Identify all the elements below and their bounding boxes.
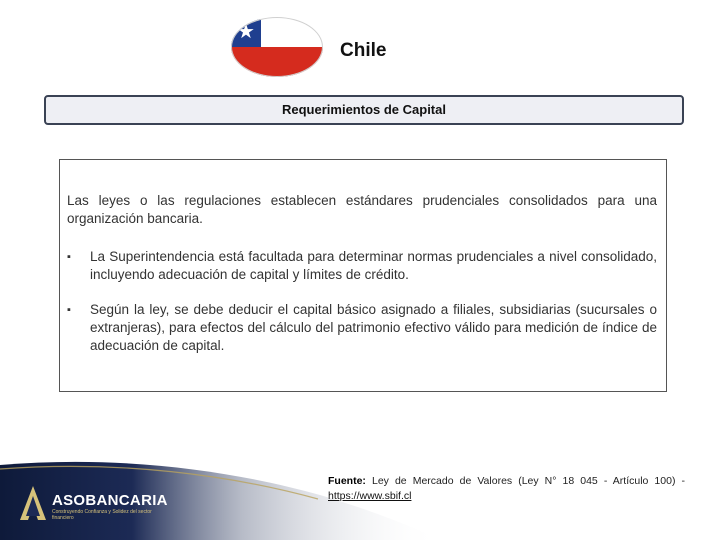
source-text: Ley de Mercado de Valores (Ley N° 18 045 - Artículo 100) - <box>371 475 685 487</box>
logo-tagline: Construyendo Confianza y Solidez del sector financiero <box>52 509 152 521</box>
bullet-list <box>67 248 657 355</box>
chile-flag-icon <box>231 17 323 77</box>
bullet-item <box>67 248 657 284</box>
logo-wordmark: ASOBANCARIA <box>52 492 168 509</box>
flag-star-icon: ★ <box>237 21 255 43</box>
intro-paragraph: Las leyes o las regulaciones establecen estándares prudenciales consolidados para una organización bancaria. <box>67 193 657 226</box>
bullet-item <box>67 301 657 355</box>
flag-red-band <box>231 47 323 77</box>
country-title: Chile <box>340 40 387 61</box>
source-citation <box>328 474 685 504</box>
bullet-icon: ▪ <box>67 304 71 316</box>
section-banner: Requerimientos de Capital <box>44 95 684 125</box>
source-label: Fuente: <box>328 475 366 487</box>
content-body <box>67 192 657 372</box>
source-link[interactable]: https://www.sbif.cl <box>328 490 412 502</box>
bullet-text: Según la ley, se debe deducir el capital básico asignado a filiales, subsidiarias (sucursales o extranjeras), para efectos del cálculo del patrimonio efectivo válido para medición de índice de adecuación de capital. <box>90 302 657 353</box>
bullet-icon: ▪ <box>67 251 71 263</box>
asobancaria-logo-icon <box>18 484 48 524</box>
bullet-text: La Superintendencia está facultada para determinar normas prudenciales a nivel consolidado, incluyendo adecuación de capital y límites de crédito. <box>90 249 657 282</box>
